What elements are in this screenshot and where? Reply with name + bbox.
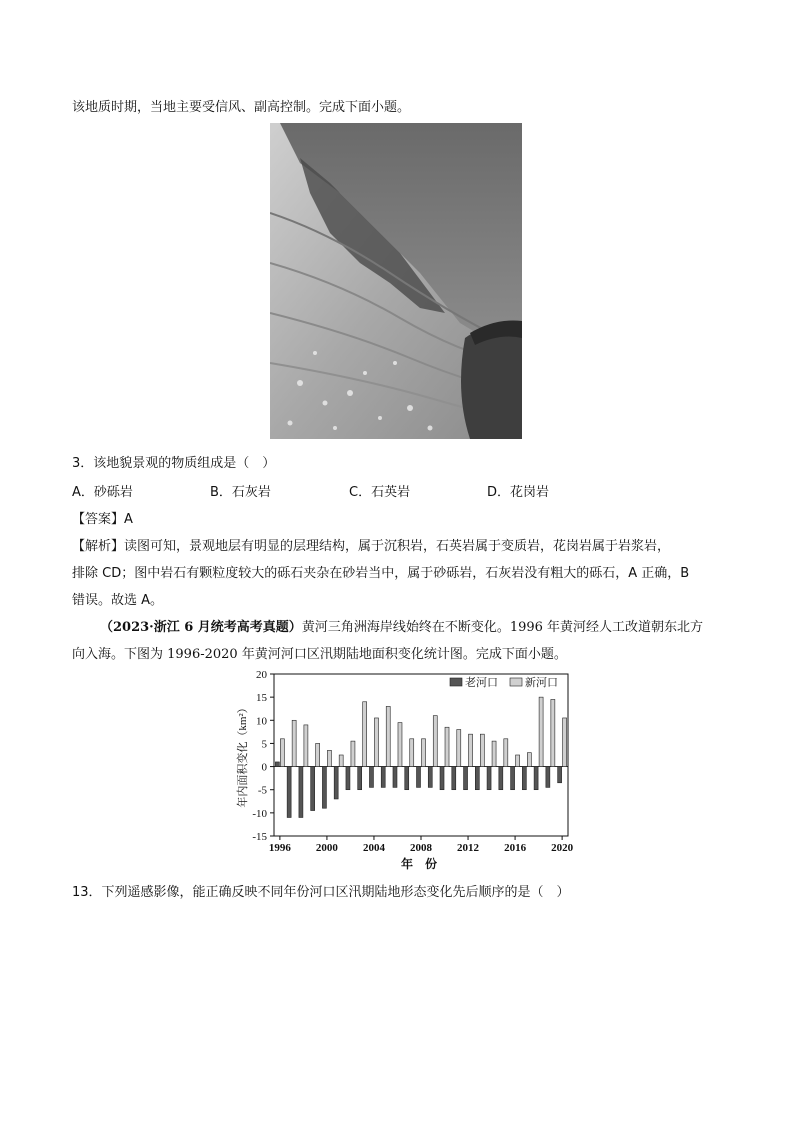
old-estuary-bar	[546, 767, 550, 788]
analysis-line-3: 错误。故选 A。	[72, 593, 164, 608]
y-axis-label: 年内面积变化（km²）	[237, 702, 249, 808]
new-estuary-bar	[516, 755, 520, 767]
old-estuary-bar	[487, 767, 491, 790]
x-tick-label: 2016	[504, 842, 527, 854]
new-estuary-bar	[386, 706, 390, 766]
section-intro-line-1	[100, 616, 703, 635]
answer-label: 【答案】	[72, 512, 125, 527]
new-estuary-bar	[433, 716, 437, 767]
new-estuary-bar	[280, 739, 284, 767]
new-estuary-bar	[492, 741, 496, 766]
old-estuary-bar	[311, 767, 315, 811]
option-d: D．花岗岩	[487, 485, 550, 500]
old-estuary-bar	[405, 767, 409, 790]
old-estuary-bar	[511, 767, 515, 790]
answer-line	[72, 508, 133, 527]
old-estuary-bar	[558, 767, 562, 783]
new-estuary-bar	[292, 720, 296, 766]
old-estuary-bar	[440, 767, 444, 790]
legend-label: 老河口	[465, 677, 498, 689]
y-tick-label: 5	[261, 738, 267, 751]
new-estuary-bar	[316, 743, 320, 766]
new-estuary-bar	[327, 750, 331, 766]
old-estuary-bar	[522, 767, 526, 790]
y-tick-label: -5	[257, 784, 267, 797]
old-estuary-bar	[452, 767, 456, 790]
new-estuary-bar	[563, 718, 567, 767]
y-tick-label: -15	[252, 831, 267, 843]
x-tick-label: 2004	[362, 842, 385, 854]
new-estuary-bar	[469, 734, 473, 766]
analysis-line-2: 排除 CD；图中岩石有颗粒度较大的砾石夹杂在砂岩当中，属于砂砾岩，石灰岩没有粗大的砾石，A 正确，B	[72, 566, 690, 581]
y-tick-label: 20	[256, 669, 267, 681]
old-estuary-bar	[428, 767, 432, 788]
new-estuary-bar	[457, 730, 461, 767]
analysis-label: 【解析】	[72, 539, 125, 554]
section-text-1: 黄河三角洲海岸线始终在不断变化。1996 年黄河经人工改道朝东北方	[301, 620, 704, 635]
old-estuary-bar	[369, 767, 373, 788]
y-tick-label: 15	[256, 692, 267, 705]
old-estuary-bar	[393, 767, 397, 788]
option-a: A．砂砾岩	[72, 485, 133, 500]
old-estuary-bar	[322, 767, 326, 809]
analysis-line-1	[72, 535, 670, 554]
legend-swatch	[510, 678, 522, 686]
old-estuary-bar	[346, 767, 350, 790]
landform-photo	[270, 123, 522, 439]
new-estuary-bar	[374, 718, 378, 767]
new-estuary-bar	[527, 753, 531, 767]
legend-swatch	[450, 678, 462, 686]
question-3-stem: 3．该地貌景观的物质组成是（ ）	[72, 456, 276, 471]
old-estuary-bar	[417, 767, 421, 788]
x-tick-label: 2000	[315, 842, 338, 854]
old-estuary-bar	[275, 762, 279, 767]
section-source: （2023·浙江 6 月统考高考真题）	[100, 620, 302, 635]
new-estuary-bar	[480, 734, 484, 766]
new-estuary-bar	[339, 755, 343, 767]
answer-value: A	[124, 512, 133, 527]
new-estuary-bar	[551, 699, 555, 766]
new-estuary-bar	[504, 739, 508, 767]
x-tick-label: 2008	[410, 842, 432, 854]
analysis-text-1: 读图可知，景观地层有明显的层理结构，属于沉积岩，石英岩属于变质岩，花岗岩属于岩浆岩，	[124, 539, 671, 554]
x-tick-label: 2020	[551, 842, 574, 854]
legend-label: 新河口	[525, 677, 558, 689]
y-tick-label: 10	[256, 715, 267, 728]
area-change-chart	[230, 664, 580, 872]
new-estuary-bar	[422, 739, 426, 767]
section-intro-line-2: 向入海。下图为 1996-2020 年黄河河口区汛期陆地面积变化统计图。完成下面小题。	[72, 647, 567, 662]
new-estuary-bar	[410, 739, 414, 767]
new-estuary-bar	[363, 702, 367, 767]
option-b: B．石灰岩	[210, 485, 271, 500]
y-tick-label: -10	[252, 807, 267, 820]
x-axis-label: 年 份	[400, 857, 438, 871]
option-c: C．石英岩	[349, 485, 411, 500]
x-tick-label: 1996	[268, 842, 291, 854]
y-tick-label: 0	[261, 761, 267, 774]
new-estuary-bar	[351, 741, 355, 766]
old-estuary-bar	[381, 767, 385, 788]
new-estuary-bar	[445, 727, 449, 766]
intro-line: 该地质时期，当地主要受信风、副高控制。完成下面小题。	[72, 100, 411, 115]
new-estuary-bar	[539, 697, 543, 766]
old-estuary-bar	[464, 767, 468, 790]
old-estuary-bar	[334, 767, 338, 799]
x-tick-label: 2012	[457, 842, 480, 854]
old-estuary-bar	[475, 767, 479, 790]
cliff-image	[270, 123, 522, 439]
new-estuary-bar	[398, 723, 402, 767]
new-estuary-bar	[304, 725, 308, 767]
old-estuary-bar	[534, 767, 538, 790]
bar-chart-svg	[230, 664, 580, 872]
old-estuary-bar	[287, 767, 291, 818]
old-estuary-bar	[299, 767, 303, 818]
old-estuary-bar	[499, 767, 503, 790]
old-estuary-bar	[358, 767, 362, 790]
question-13-stem: 13．下列遥感影像，能正确反映不同年份河口区汛期陆地形态变化先后顺序的是（ ）	[72, 885, 570, 900]
